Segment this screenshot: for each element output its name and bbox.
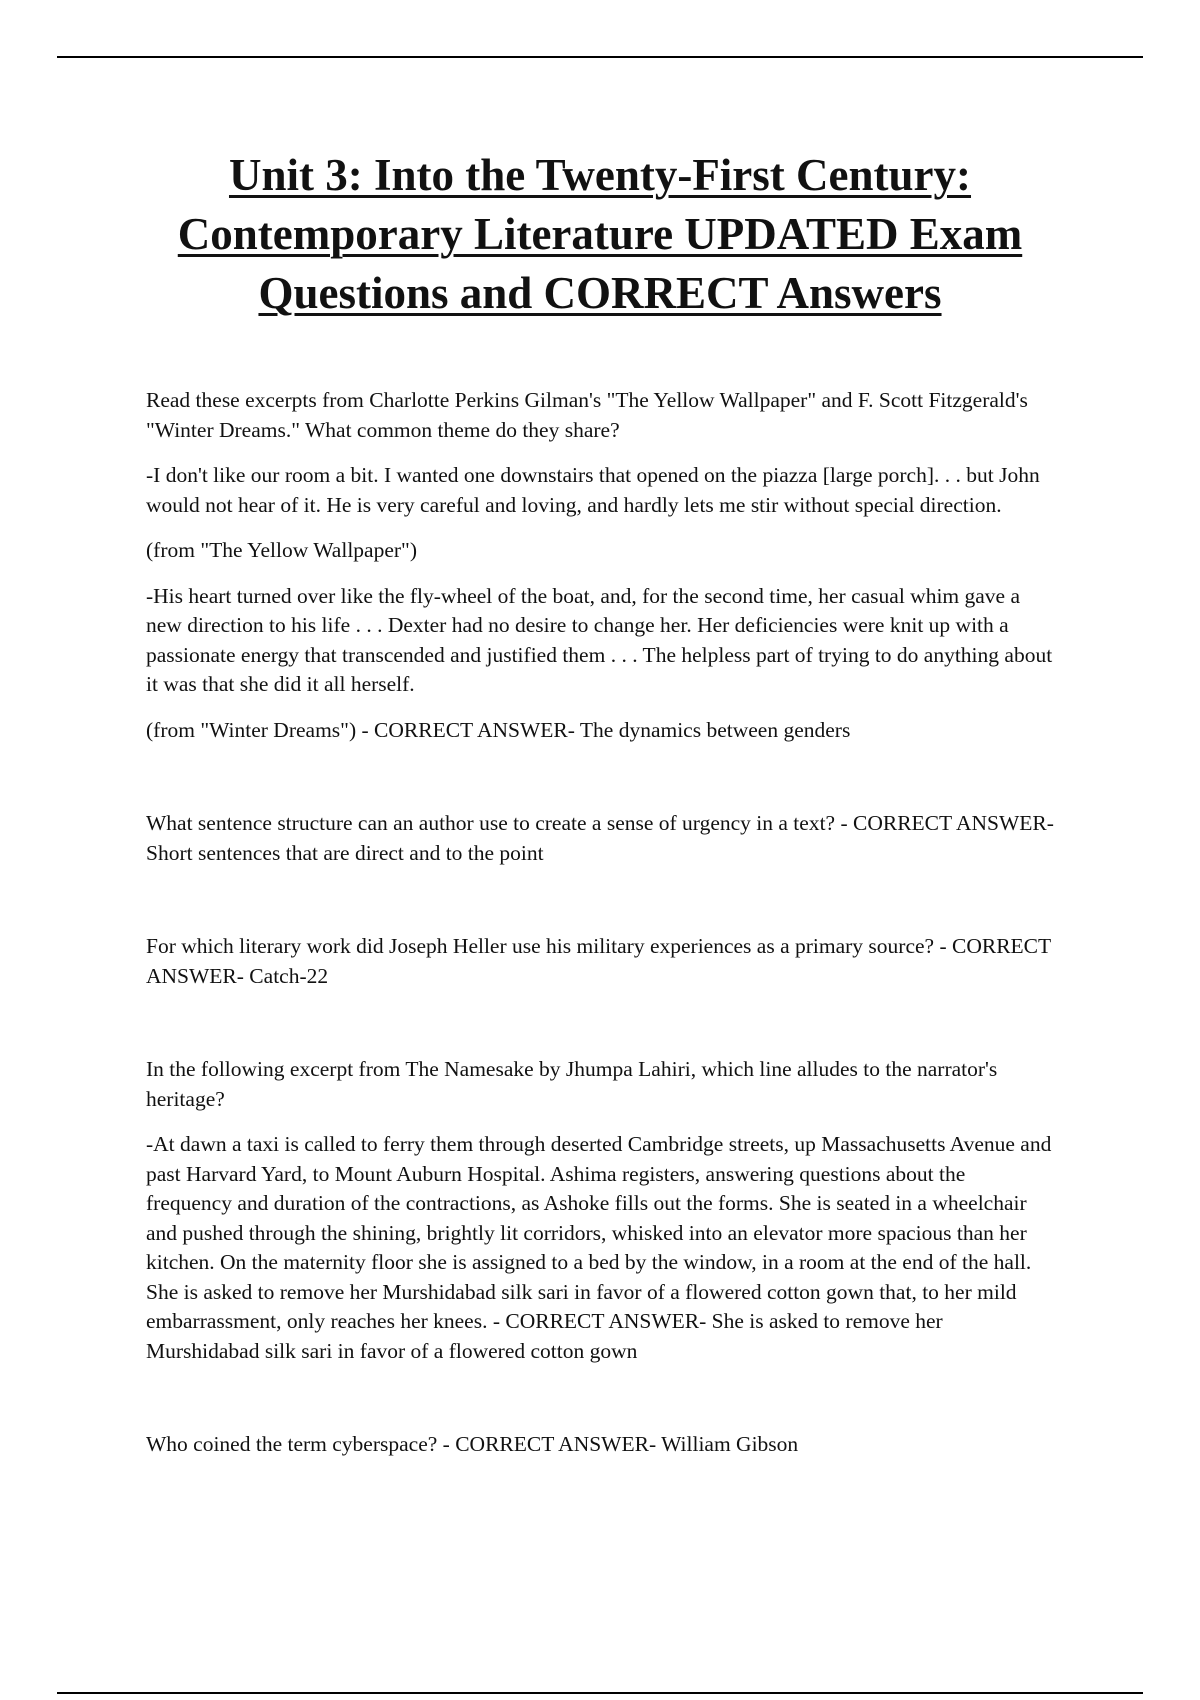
question-text: In the following excerpt from The Namesake by Jhumpa Lahiri, which line alludes to the narrator's heritage? — [146, 1057, 998, 1111]
question-text: Read these excerpts from Charlotte Perkins Gilman's "The Yellow Wallpaper" and F. Scott Fitzgerald's "Winter Dreams." What common theme do they share? — [146, 388, 1028, 442]
qa-item-2 — [146, 809, 1056, 868]
question-answer-text: For which literary work did Joseph Heller use his military experiences as a primary source? - CORRECT ANSWER- Catch-22 — [146, 934, 1051, 988]
excerpt-text: -I don't like our room a bit. I wanted one downstairs that opened on the piazza [large porch]. . . but John would not hear of it. He is very careful and loving, and hardly lets me stir without special direction. — [146, 463, 1040, 517]
top-rule — [57, 56, 1143, 58]
question-answer-text: What sentence structure can an author use to create a sense of urgency in a text? - CORRECT ANSWER- Short sentences that are direct and to the point — [146, 811, 1054, 865]
qa-item-3 — [146, 932, 1056, 991]
excerpt-answer-text: -At dawn a taxi is called to ferry them through deserted Cambridge streets, up Massachusetts Avenue and past Harvard Yard, to Mount Auburn Hospital. Ashima registers, answering questions about the frequency and duration of the contractions, as Ashoke fills out the forms. She is seated in a wheelchair and pushed through the shining, brightly lit corridors, whisked into an elevator more spacious than her kitchen. On the maternity floor she is assigned to a bed by the window, in a room at the end of the hall. She is asked to remove her Murshidabad silk sari in favor of a flowered cotton gown that, to her mild embarrassment, only reaches her knees. - CORRECT ANSWER- She is asked to remove her Murshidabad silk sari in favor of a flowered cotton gown — [146, 1132, 1052, 1363]
qa-list — [146, 386, 1056, 1460]
qa-item-5 — [146, 1430, 1056, 1460]
excerpt-source: (from "The Yellow Wallpaper") — [146, 538, 417, 562]
bottom-rule — [57, 1692, 1143, 1694]
answer-text: (from "Winter Dreams") - CORRECT ANSWER- The dynamics between genders — [146, 717, 851, 742]
qa-item-4 — [146, 1055, 1056, 1366]
document-title: Unit 3: Into the Twenty-First Century: Contemporary Literature UPDATED Exam Questions and CORRECT Answers — [177, 150, 1023, 318]
question-answer-text: Who coined the term cyberspace? - CORRECT ANSWER- William Gibson — [146, 1432, 799, 1456]
excerpt-text: -His heart turned over like the fly-wheel of the boat, and, for the second time, her casual whim gave a new direction to his life . . . Dexter had no desire to change her. Her deficiencies were knit up with a passionate energy that transcended and justified them . . . The helpless part of trying to do anything about it was that she did it all herself. — [146, 583, 1053, 696]
qa-item-1 — [146, 386, 1056, 745]
